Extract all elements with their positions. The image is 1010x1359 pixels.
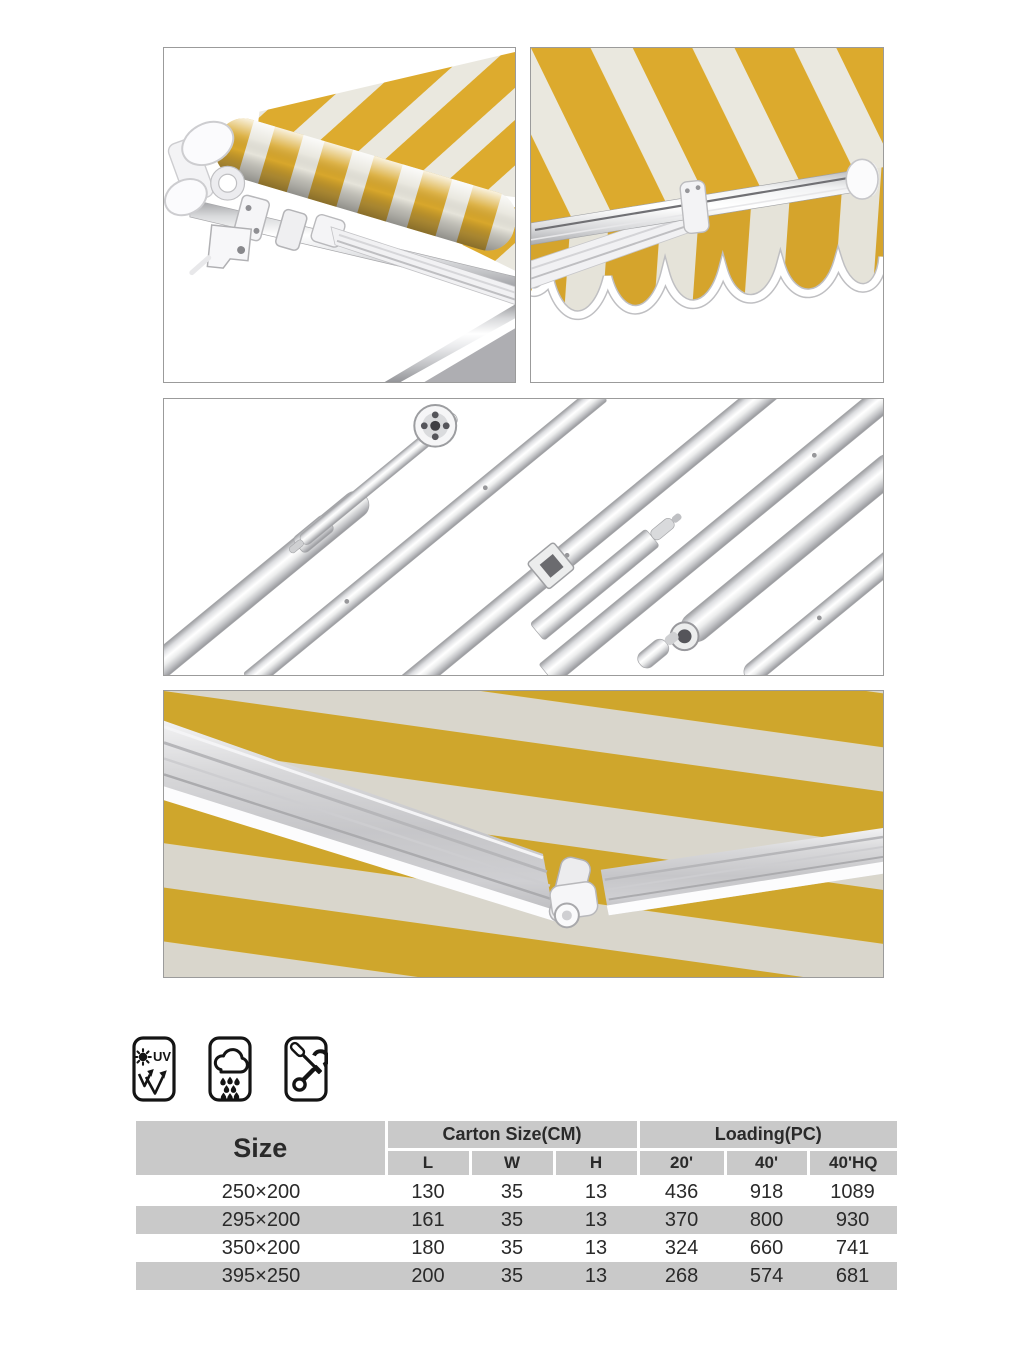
group-header-row bbox=[136, 1121, 897, 1150]
col-header-w: W bbox=[470, 1150, 554, 1177]
awning-roller-illustration bbox=[164, 48, 515, 382]
40ft-cell: 574 bbox=[725, 1262, 808, 1290]
w-cell: 35 bbox=[470, 1234, 554, 1262]
40ft-cell: 800 bbox=[725, 1206, 808, 1234]
profiles-illustration bbox=[164, 399, 883, 675]
size-cell: 295×200 bbox=[136, 1206, 386, 1234]
spec-row bbox=[136, 1177, 897, 1207]
spec-row bbox=[136, 1262, 897, 1290]
col-header-size: Size bbox=[136, 1121, 386, 1177]
feature-icons-row bbox=[132, 1036, 328, 1102]
40hq-cell: 681 bbox=[808, 1262, 897, 1290]
20ft-cell: 370 bbox=[638, 1206, 725, 1234]
elbow-illustration bbox=[164, 691, 883, 977]
uv-protection-icon bbox=[132, 1036, 176, 1102]
40ft-cell: 918 bbox=[725, 1177, 808, 1207]
col-header-20ft: 20' bbox=[638, 1150, 725, 1177]
col-header-carton-size: Carton Size(CM) bbox=[386, 1121, 638, 1150]
size-cell: 350×200 bbox=[136, 1234, 386, 1262]
h-cell: 13 bbox=[554, 1234, 638, 1262]
col-header-h: H bbox=[554, 1150, 638, 1177]
tube-cross-section bbox=[414, 405, 456, 447]
col-header-l: L bbox=[386, 1150, 470, 1177]
l-cell: 130 bbox=[386, 1177, 470, 1207]
bolt bbox=[253, 228, 259, 234]
rain-resistant-icon bbox=[208, 1036, 252, 1102]
col-header-loading: Loading(PC) bbox=[638, 1121, 897, 1150]
spec-row bbox=[136, 1234, 897, 1262]
40ft-cell: 660 bbox=[725, 1234, 808, 1262]
raindrops bbox=[220, 1077, 239, 1101]
awning-valance-illustration bbox=[531, 48, 883, 382]
size-cell: 395×250 bbox=[136, 1262, 386, 1290]
w-cell: 35 bbox=[470, 1177, 554, 1207]
l-cell: 200 bbox=[386, 1262, 470, 1290]
size-cell: 250×200 bbox=[136, 1177, 386, 1207]
col-header-40ft: 40' bbox=[725, 1150, 808, 1177]
striped-fabric-background bbox=[164, 691, 883, 977]
arm-hinge-bracket bbox=[680, 180, 710, 234]
spec-table bbox=[136, 1121, 897, 1290]
40hq-cell: 1089 bbox=[808, 1177, 897, 1207]
roller-end-cap bbox=[846, 159, 879, 199]
20ft-cell: 268 bbox=[638, 1262, 725, 1290]
photo-folding-arm-elbow bbox=[163, 690, 884, 978]
cloud-shape bbox=[215, 1050, 247, 1072]
l-cell: 180 bbox=[386, 1234, 470, 1262]
20ft-cell: 324 bbox=[638, 1234, 725, 1262]
photo-aluminum-profiles bbox=[163, 398, 884, 676]
h-cell: 13 bbox=[554, 1177, 638, 1207]
col-header-40hq: 40'HQ bbox=[808, 1150, 897, 1177]
h-cell: 13 bbox=[554, 1262, 638, 1290]
w-cell: 35 bbox=[470, 1206, 554, 1234]
40hq-cell: 930 bbox=[808, 1206, 897, 1234]
installation-tools-icon bbox=[284, 1036, 328, 1102]
photo-background bbox=[164, 399, 883, 675]
screwdriver bbox=[290, 1042, 323, 1075]
w-cell: 35 bbox=[470, 1262, 554, 1290]
spec-row bbox=[136, 1206, 897, 1234]
20ft-cell: 436 bbox=[638, 1177, 725, 1207]
photo-awning-front-valance bbox=[530, 47, 884, 383]
uv-label: UV bbox=[153, 1049, 172, 1064]
wrench bbox=[294, 1051, 328, 1090]
l-cell: 161 bbox=[386, 1206, 470, 1234]
bolt bbox=[246, 205, 252, 211]
photo-awning-roller-mechanism bbox=[163, 47, 516, 383]
h-cell: 13 bbox=[554, 1206, 638, 1234]
40hq-cell: 741 bbox=[808, 1234, 897, 1262]
